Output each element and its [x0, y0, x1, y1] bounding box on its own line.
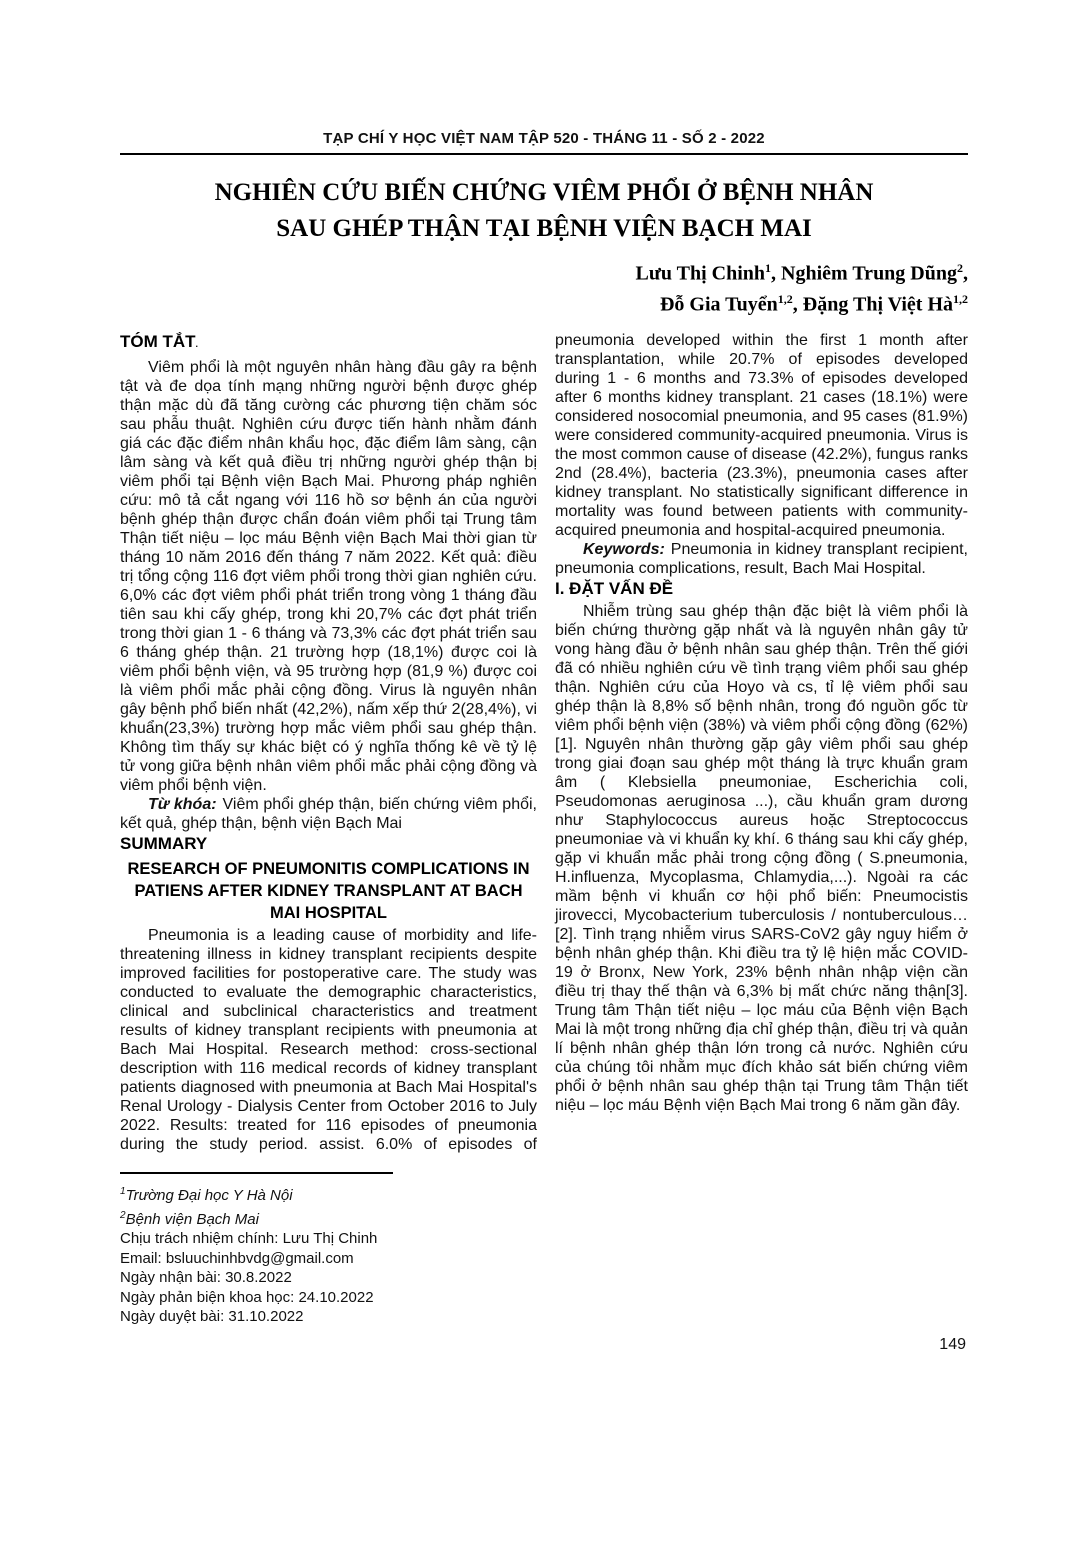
article-title-line2: SAU GHÉP THẬN TẠI BỆNH VIỆN BẠCH MAI	[276, 215, 812, 242]
abstract-heading	[120, 331, 537, 355]
right-column	[555, 331, 968, 1327]
contact-email: Email: bsluuchinhbvdg@gmail.com	[120, 1249, 354, 1267]
author-4: Đặng Thị Việt Hà	[802, 293, 953, 316]
keywords-en	[555, 540, 968, 578]
affiliation-1	[120, 1182, 537, 1206]
keywords-vi	[120, 795, 537, 833]
article-title	[120, 175, 968, 247]
summary-paragraph-left: Pneumonia is a leading cause of morbidity and life-threatening illness in kidney transplant recipients despite improved facilities for postoperative care. The study was conducted to evaluate the demographic characteristics, clinical and subclinical characteristics and treatment results of kidney transplant recipients with pneumonia at Bach Mai Hospital. Research method: cross-sectional description with 116 medical records of kidney transplant patients diagnosed with pneumonia at Bach Mai Hospital's Renal Urology - Dialysis Center from October 2016 to July 2022. Results: treated for 116 episodes of pneumonia during the study period. assist. 6.0% of episodes of	[120, 927, 537, 1154]
journal-header: TẠP CHÍ Y HỌC VIỆT NAM TẬP 520 - THÁNG 11 - SỐ 2 - 2022	[120, 130, 968, 155]
keywords-vi-label: Từ khóa:	[148, 796, 217, 814]
author-1: Lưu Thị Chinh	[635, 262, 766, 285]
keywords-vi-text: Viêm phổi ghép thận, biến chứng viêm phổi, kết quả, ghép thận, bệnh viện Bạch Mai	[120, 796, 538, 833]
abstract-heading-dot: .	[195, 339, 199, 350]
page-number: 149	[939, 1336, 966, 1353]
affiliation-1-text: Trường Đại học Y Hà Nội	[125, 1187, 293, 1205]
corresponding-author: Chịu trách nhiệm chính: Lưu Thị Chinh	[120, 1230, 378, 1248]
abstract-paragraph: Viêm phổi là một nguyên nhân hàng đầu gây ra bệnh tật và đe dọa tính mạng những người bệnh được ghép thận mặc dù đã tăng cường các phương tiện chăm sóc sau phẫu thuật. Nghiên cứu được tiến hành nhằm đánh giá các đặc điểm nhân khẩu học, đặc điểm lâm sàng, cận lâm sàng và kết quả điều trị những người ghép thận bị viêm phổi tại Bệnh viện Bạch Mai. Phương pháp nghiên cứu: mô tả cắt ngang với 116 hồ sơ bệnh án của người bệnh ghép thận được chẩn đoán viêm phổi tại Trung tâm Thận tiết niệu – lọc máu Bệnh viện Bạch Mai thời gian từ tháng 10 năm 2016 đến tháng 7 năm 2022. Kết quả: điều trị tổng cộng 116 đợt viêm phổi trong thời gian nghiên cứu. 6,0% các đợt viêm phổi phát triển trong vòng 1 tháng đầu tiên sau khi cấy ghép, trong khi 20,7% các đợt phát triển trong thời gian 1 - 6 tháng và 73,3% các đợt phát triển sau 6 tháng ghép thận. 21 trường hợp (18,1%) được coi là viêm phổi bệnh viện, và 95 trường hợp (81,9 %) được coi là viêm phổi mắc phải cộng đồng. Virus là nguyên nhân gây bệnh phổ biến nhất (42,2%), nấm xếp thứ 2(28,4%), vi khuẩn(23,3%) trường hợp mắc viêm phổi sau ghép thận. Không tìm thấy sự khác biệt có ý nghĩa thống kê về tỷ lệ tử vong giữa bệnh nhân viêm phổi mắc phải cộng đồng và viêm phổi bệnh viện.	[120, 359, 537, 795]
summary-heading: SUMMARY	[120, 834, 208, 854]
date-accepted: Ngày duyệt bài: 31.10.2022	[120, 1308, 304, 1326]
summary-title: RESEARCH OF PNEUMONITIS COMPLICATIONS IN PATIENS AFTER KIDNEY TRANSPLANT AT BACH MAI HOSPITAL	[127, 860, 530, 923]
author-2-affiliation: 2	[957, 261, 963, 275]
article-title-line1: NGHIÊN CỨU BIẾN CHỨNG VIÊM PHỔI Ở BỆNH NHÂN	[214, 179, 874, 206]
abstract-heading-text: TÓM TẮT	[120, 332, 196, 352]
authors-line2	[120, 287, 968, 318]
affiliation-2	[120, 1206, 537, 1230]
footnote-block	[120, 1172, 537, 1327]
section-1-paragraph: Nhiễm trùng sau ghép thận đặc biệt là viêm phổi là biến chứng thường gặp nhất và là nguyên nhân gây tử vong hàng đầu ở bệnh nhân sau ghép thận. Trên thế giới đã có nhiều nghiên cứu về tình trạng viêm phổi sau ghép thận. Nghiên cứu của Hoyo và cs, tỉ lệ viêm phổi sau ghép thận là 8,8% số bệnh nhân, trong đó nguồn gốc từ viêm phổi bệnh viện (38%) và viêm phổi cộng đồng (62%) [1]. Nguyên nhân thường gặp gây viêm phổi sau ghép trong giai đoạn sau ghép một tháng là trực khuẩn gram âm ( Klebsiella pneumoniae, Escherichia coli, Pseudomonas aeruginosa ...), cầu khuẩn gram dương như Staphylococcus aureus hoặc Streptococcus pneumoniae và vi khuẩn kỵ khí. 6 tháng sau khi cấy ghép, gặp vi khuẩn mắc phải trong cộng đồng ( S.pneumonia, H.influenza, Mycoplasma, Chlamydia,...). Ngoài ra các mầm bệnh vi khuẩn cơ hội phổ biến: Pneumocistis jirovecci, Mycobacterium tuberculosis / nontuberculous…[2]. Tình trạng nhiễm virus SARS-CoV2 gây nguy hiểm ở bệnh nhân ghép thận. Khi điều tra tỷ lệ hiện mắc COVID-19 ở Bronx, New York, 23% bệnh nhân nhập viện cần điều trị thay thế thận và 6,3% bị mất chức năng thận[3]. Trung tâm Thận tiết niệu – lọc máu của Bệnh viện Bạch Mai là một trong những địa chỉ ghép thận, điều trị và quản lí bệnh nhân ghép thận lớn trong cả nước. Nghiên cứu của chúng tôi nhằm mục đích khảo sát biến chứng viêm phổi ở bệnh nhân sau ghép thận tại Trung tâm Thận tiết niệu – lọc máu Bệnh viện Bạch Mai trong 6 năm gần đây.	[555, 603, 968, 1115]
date-reviewed: Ngày phản biện khoa học: 24.10.2022	[120, 1288, 374, 1306]
author-separator: ,	[792, 293, 803, 316]
affiliation-1-sup: 1	[120, 1186, 126, 1198]
author-3-affiliation: 1,2	[777, 291, 793, 306]
affiliation-2-text: Bệnh viện Bạch Mai	[125, 1210, 259, 1228]
summary-paragraph-right: pneumonia developed within the first 1 month after transplantation, while 20.7% of episodes developed during 1 - 6 months and 73.3% of episodes developed after 6 months kidney transplant. 21 cases (18.1%) were considered nosocomial pneumonia, and 95 cases (81.9%) were considered community-acquired pneumonia. Virus is the most common cause of disease (42.2%), fungus ranks 2nd (28.4%), bacteria (23.3%), pneumonia cases after kidney transplant. No statistically significant difference in mortality was found between patients with community-acquired pneumonia and hospital-acquired pneumonia.	[555, 332, 968, 540]
two-column-layout	[120, 331, 968, 1327]
author-comma: ,	[963, 262, 968, 285]
author-separator: ,	[771, 262, 782, 285]
author-3: Đỗ Gia Tuyển	[659, 293, 778, 316]
left-column	[120, 331, 537, 1327]
author-2: Nghiêm Trung Dũng	[781, 262, 957, 285]
date-received: Ngày nhận bài: 30.8.2022	[120, 1269, 292, 1287]
affiliation-2-sup: 2	[120, 1209, 126, 1221]
authors-line1	[120, 256, 968, 287]
footnote-rule	[120, 1172, 393, 1174]
authors-block	[120, 256, 968, 317]
author-4-affiliation: 1,2	[953, 291, 968, 306]
section-1-heading: I. ĐẶT VẤN ĐỀ	[555, 579, 674, 599]
keywords-en-text: Pneumonia in kidney transplant recipient, pneumonia complications, result, Bach Mai Hospital.	[555, 541, 968, 578]
keywords-en-label: Keywords:	[583, 541, 665, 559]
author-1-affiliation: 1	[765, 261, 772, 275]
